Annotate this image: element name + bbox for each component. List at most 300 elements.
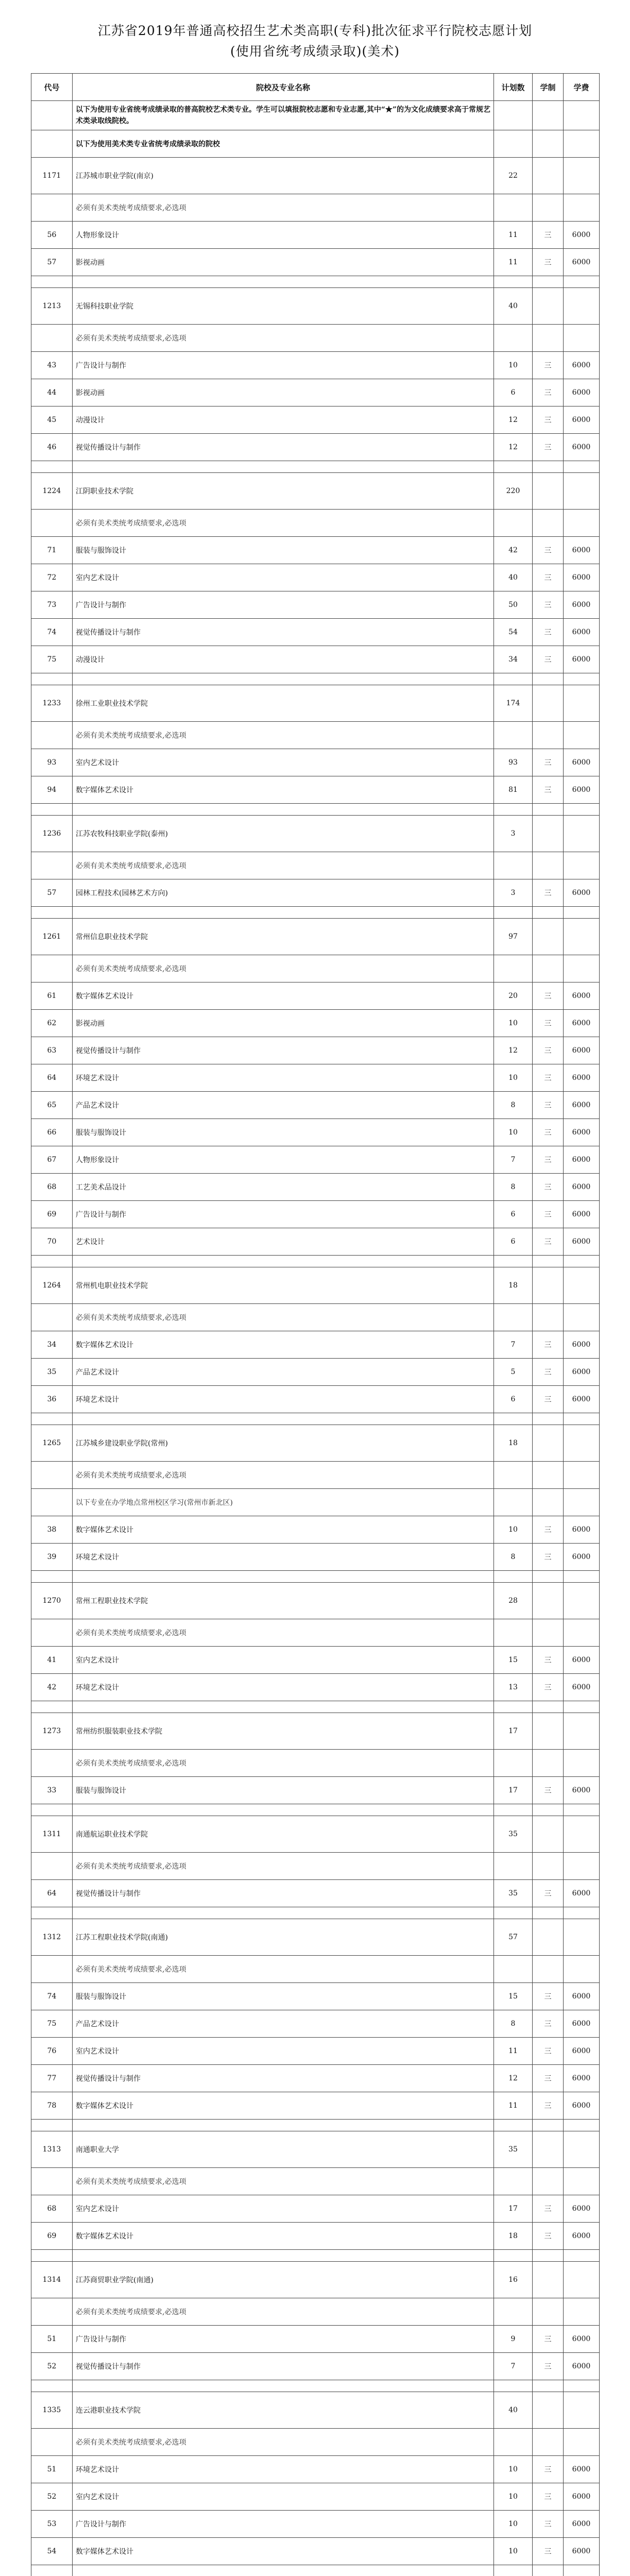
cell-length bbox=[533, 1853, 564, 1880]
cell-code bbox=[31, 2380, 73, 2392]
cell-name: 江苏农牧科技职业学院(泰州) bbox=[73, 816, 494, 852]
cell-plan: 18 bbox=[494, 1267, 533, 1304]
cell-plan bbox=[494, 722, 533, 749]
table-row bbox=[31, 1413, 600, 1425]
cell-fee: 6000 bbox=[564, 749, 600, 776]
cell-plan: 8 bbox=[494, 1544, 533, 1571]
cell-code: 34 bbox=[31, 1331, 73, 1359]
cell-code: 76 bbox=[31, 2038, 73, 2065]
cell-code: 45 bbox=[31, 406, 73, 434]
cell-name: 必须有美术类统考成绩要求,必选项 bbox=[73, 1462, 494, 1489]
table-row bbox=[31, 288, 600, 325]
cell-name bbox=[73, 907, 494, 919]
cell-name: 必须有美术类统考成绩要求,必选项 bbox=[73, 510, 494, 537]
plan-table bbox=[31, 73, 600, 2576]
cell-plan bbox=[494, 510, 533, 537]
cell-plan: 5 bbox=[494, 1359, 533, 1386]
table-row bbox=[31, 1804, 600, 1816]
cell-code: 1224 bbox=[31, 473, 73, 510]
cell-name: 环境艺术设计 bbox=[73, 1674, 494, 1701]
cell-name: 必须有美术类统考成绩要求,必选项 bbox=[73, 194, 494, 222]
cell-code bbox=[31, 955, 73, 982]
cell-code bbox=[31, 1701, 73, 1713]
cell-fee bbox=[564, 2565, 600, 2576]
cell-length: 三 bbox=[533, 1228, 564, 1256]
cell-length: 三 bbox=[533, 619, 564, 646]
cell-name: 产品艺术设计 bbox=[73, 2010, 494, 2038]
cell-length: 三 bbox=[533, 1544, 564, 1571]
cell-length: 三 bbox=[533, 2223, 564, 2250]
table-row bbox=[31, 1880, 600, 1907]
table-row bbox=[31, 2131, 600, 2168]
cell-code bbox=[31, 1413, 73, 1425]
cell-plan bbox=[494, 1619, 533, 1647]
table-row bbox=[31, 1919, 600, 1956]
cell-length: 三 bbox=[533, 776, 564, 804]
cell-plan bbox=[494, 1489, 533, 1516]
cell-code: 41 bbox=[31, 1647, 73, 1674]
table-row bbox=[31, 2380, 600, 2392]
cell-code bbox=[31, 804, 73, 816]
cell-code bbox=[31, 130, 73, 158]
cell-plan bbox=[494, 2565, 533, 2576]
cell-length bbox=[533, 2120, 564, 2131]
cell-code bbox=[31, 1804, 73, 1816]
cell-plan bbox=[494, 325, 533, 352]
cell-length: 三 bbox=[533, 406, 564, 434]
table-row bbox=[31, 804, 600, 816]
table-row bbox=[31, 2298, 600, 2326]
cell-name: 服装与服饰设计 bbox=[73, 1983, 494, 2010]
cell-plan: 16 bbox=[494, 2262, 533, 2298]
page-title: 江苏省2019年普通高校招生艺术类高职(专科)批次征求平行院校志愿计划 bbox=[97, 23, 533, 38]
cell-plan: 8 bbox=[494, 2010, 533, 2038]
cell-code: 74 bbox=[31, 619, 73, 646]
page-subtitle: (使用省统考成绩录取)(美术) bbox=[230, 44, 400, 59]
cell-code: 57 bbox=[31, 249, 73, 276]
cell-length bbox=[533, 2168, 564, 2195]
cell-plan: 10 bbox=[494, 2538, 533, 2565]
table-row bbox=[31, 1092, 600, 1119]
table-row bbox=[31, 2120, 600, 2131]
cell-name: 数字媒体艺术设计 bbox=[73, 776, 494, 804]
cell-plan: 18 bbox=[494, 1425, 533, 1462]
table-row bbox=[31, 325, 600, 352]
cell-code bbox=[31, 722, 73, 749]
cell-name: 服装与服饰设计 bbox=[73, 1777, 494, 1804]
cell-fee: 6000 bbox=[564, 1359, 600, 1386]
cell-code bbox=[31, 325, 73, 352]
table-row bbox=[31, 749, 600, 776]
cell-code: 66 bbox=[31, 1119, 73, 1146]
cell-length: 三 bbox=[533, 2483, 564, 2511]
cell-length: 三 bbox=[533, 982, 564, 1010]
cell-plan: 8 bbox=[494, 1092, 533, 1119]
cell-fee bbox=[564, 1853, 600, 1880]
cell-name: 室内艺术设计 bbox=[73, 1647, 494, 1674]
cell-code: 1265 bbox=[31, 1425, 73, 1462]
cell-plan: 28 bbox=[494, 1583, 533, 1619]
cell-plan bbox=[494, 1413, 533, 1425]
table-row bbox=[31, 1064, 600, 1092]
table-row bbox=[31, 473, 600, 510]
cell-length: 三 bbox=[533, 434, 564, 461]
table-row bbox=[31, 2223, 600, 2250]
cell-length bbox=[533, 2380, 564, 2392]
table-row bbox=[31, 130, 600, 158]
cell-name: 数字媒体艺术设计 bbox=[73, 1331, 494, 1359]
cell-name: 艺术设计 bbox=[73, 1228, 494, 1256]
cell-fee bbox=[564, 473, 600, 510]
cell-plan bbox=[494, 2298, 533, 2326]
cell-fee: 6000 bbox=[564, 1777, 600, 1804]
cell-fee bbox=[564, 158, 600, 194]
cell-code: 1335 bbox=[31, 2392, 73, 2429]
cell-code bbox=[31, 510, 73, 537]
cell-name: 必须有美术类统考成绩要求,必选项 bbox=[73, 2168, 494, 2195]
cell-plan: 10 bbox=[494, 1516, 533, 1544]
cell-fee bbox=[564, 852, 600, 879]
table-row bbox=[31, 249, 600, 276]
cell-length bbox=[533, 1804, 564, 1816]
cell-name: 连云港职业技术学院 bbox=[73, 2392, 494, 2429]
cell-name: 必须有美术类统考成绩要求,必选项 bbox=[73, 1956, 494, 1983]
cell-name: 必须有美术类统考成绩要求,必选项 bbox=[73, 1853, 494, 1880]
cell-fee bbox=[564, 194, 600, 222]
table-row bbox=[31, 1267, 600, 1304]
table-row bbox=[31, 1462, 600, 1489]
cell-plan: 10 bbox=[494, 1010, 533, 1037]
cell-code: 1273 bbox=[31, 1713, 73, 1750]
cell-length: 三 bbox=[533, 1880, 564, 1907]
cell-length: 三 bbox=[533, 1674, 564, 1701]
cell-plan: 10 bbox=[494, 2483, 533, 2511]
table-row bbox=[31, 1037, 600, 1064]
cell-plan bbox=[494, 907, 533, 919]
table-row bbox=[31, 1907, 600, 1919]
cell-fee: 6000 bbox=[564, 2223, 600, 2250]
cell-plan: 97 bbox=[494, 919, 533, 955]
cell-code: 1313 bbox=[31, 2131, 73, 2168]
table-row bbox=[31, 776, 600, 804]
cell-length bbox=[533, 1583, 564, 1619]
header-code: 代号 bbox=[31, 74, 73, 101]
cell-fee: 6000 bbox=[564, 1647, 600, 1674]
cell-fee: 6000 bbox=[564, 1146, 600, 1174]
cell-name: 江苏城市职业学院(南京) bbox=[73, 158, 494, 194]
table-row bbox=[31, 919, 600, 955]
cell-name: 常州机电职业技术学院 bbox=[73, 1267, 494, 1304]
cell-name bbox=[73, 2380, 494, 2392]
cell-length bbox=[533, 461, 564, 473]
table-row bbox=[31, 1228, 600, 1256]
cell-plan bbox=[494, 1853, 533, 1880]
cell-plan: 6 bbox=[494, 379, 533, 406]
table-row bbox=[31, 1119, 600, 1146]
table-row bbox=[31, 955, 600, 982]
cell-plan: 11 bbox=[494, 249, 533, 276]
header-fee: 学费 bbox=[564, 74, 600, 101]
cell-fee bbox=[564, 685, 600, 722]
cell-fee bbox=[564, 276, 600, 288]
cell-fee: 6000 bbox=[564, 222, 600, 249]
cell-length: 三 bbox=[533, 537, 564, 564]
table-row bbox=[31, 1146, 600, 1174]
table-row bbox=[31, 619, 600, 646]
cell-length: 三 bbox=[533, 564, 564, 591]
cell-length: 三 bbox=[533, 591, 564, 619]
table-row bbox=[31, 1304, 600, 1331]
cell-fee bbox=[564, 1956, 600, 1983]
cell-code: 1236 bbox=[31, 816, 73, 852]
cell-code: 53 bbox=[31, 2511, 73, 2538]
table-header-row bbox=[31, 74, 600, 101]
cell-plan: 12 bbox=[494, 434, 533, 461]
cell-name: 视觉传播设计与制作 bbox=[73, 619, 494, 646]
cell-length: 三 bbox=[533, 2195, 564, 2223]
cell-name: 必须有美术类统考成绩要求,必选项 bbox=[73, 955, 494, 982]
table-row bbox=[31, 1544, 600, 1571]
cell-code: 78 bbox=[31, 2092, 73, 2120]
cell-plan: 12 bbox=[494, 1037, 533, 1064]
cell-length: 三 bbox=[533, 2456, 564, 2483]
cell-plan: 54 bbox=[494, 619, 533, 646]
cell-code bbox=[31, 852, 73, 879]
table-row bbox=[31, 2565, 600, 2576]
cell-fee: 6000 bbox=[564, 2326, 600, 2353]
cell-plan bbox=[494, 1701, 533, 1713]
cell-plan bbox=[494, 276, 533, 288]
cell-length: 三 bbox=[533, 1201, 564, 1228]
cell-plan: 11 bbox=[494, 2038, 533, 2065]
cell-code: 1270 bbox=[31, 1583, 73, 1619]
cell-code: 57 bbox=[31, 879, 73, 907]
cell-length bbox=[533, 852, 564, 879]
cell-length bbox=[533, 1304, 564, 1331]
cell-plan: 17 bbox=[494, 2195, 533, 2223]
table-row bbox=[31, 194, 600, 222]
cell-length bbox=[533, 1462, 564, 1489]
table-row bbox=[31, 982, 600, 1010]
cell-plan bbox=[494, 1907, 533, 1919]
cell-length bbox=[533, 816, 564, 852]
cell-fee bbox=[564, 816, 600, 852]
cell-code: 1261 bbox=[31, 919, 73, 955]
cell-name bbox=[73, 461, 494, 473]
cell-name: 环境艺术设计 bbox=[73, 1544, 494, 1571]
cell-plan bbox=[494, 194, 533, 222]
cell-fee bbox=[564, 510, 600, 537]
cell-name: 园林工程技术(园林艺术方向) bbox=[73, 879, 494, 907]
cell-length bbox=[533, 1750, 564, 1777]
cell-length: 三 bbox=[533, 2010, 564, 2038]
table-row bbox=[31, 879, 600, 907]
cell-name bbox=[73, 804, 494, 816]
cell-length: 三 bbox=[533, 352, 564, 379]
cell-name: 视觉传播设计与制作 bbox=[73, 1880, 494, 1907]
cell-plan: 57 bbox=[494, 1919, 533, 1956]
cell-plan: 40 bbox=[494, 564, 533, 591]
table-row bbox=[31, 1713, 600, 1750]
cell-name: 影视动画 bbox=[73, 249, 494, 276]
cell-plan: 13 bbox=[494, 1674, 533, 1701]
cell-name: 室内艺术设计 bbox=[73, 2038, 494, 2065]
cell-code: 56 bbox=[31, 222, 73, 249]
cell-name bbox=[73, 2120, 494, 2131]
cell-plan bbox=[494, 852, 533, 879]
cell-fee bbox=[564, 804, 600, 816]
cell-name: 视觉传播设计与制作 bbox=[73, 434, 494, 461]
cell-name: 江阴职业技术学院 bbox=[73, 473, 494, 510]
cell-fee: 6000 bbox=[564, 2538, 600, 2565]
cell-code: 77 bbox=[31, 2065, 73, 2092]
cell-code: 67 bbox=[31, 1146, 73, 1174]
cell-name: 服装与服饰设计 bbox=[73, 537, 494, 564]
cell-fee: 6000 bbox=[564, 1037, 600, 1064]
cell-code: 65 bbox=[31, 1092, 73, 1119]
table-row bbox=[31, 1777, 600, 1804]
cell-length: 三 bbox=[533, 2353, 564, 2380]
table-row bbox=[31, 1956, 600, 1983]
cell-code: 72 bbox=[31, 564, 73, 591]
cell-name: 数字媒体艺术设计 bbox=[73, 2223, 494, 2250]
cell-code: 94 bbox=[31, 776, 73, 804]
cell-fee: 6000 bbox=[564, 2456, 600, 2483]
cell-name: 数字媒体艺术设计 bbox=[73, 2538, 494, 2565]
cell-code: 39 bbox=[31, 1544, 73, 1571]
cell-length: 三 bbox=[533, 749, 564, 776]
cell-code bbox=[31, 1750, 73, 1777]
cell-length: 三 bbox=[533, 1037, 564, 1064]
cell-fee bbox=[564, 1256, 600, 1267]
cell-name: 室内艺术设计 bbox=[73, 564, 494, 591]
cell-plan bbox=[494, 1750, 533, 1777]
cell-code bbox=[31, 101, 73, 130]
cell-code bbox=[31, 194, 73, 222]
cell-length: 三 bbox=[533, 2092, 564, 2120]
cell-plan: 6 bbox=[494, 1201, 533, 1228]
cell-code: 44 bbox=[31, 379, 73, 406]
cell-fee: 6000 bbox=[564, 564, 600, 591]
table-row bbox=[31, 352, 600, 379]
table-body bbox=[31, 101, 600, 2576]
cell-fee bbox=[564, 1619, 600, 1647]
cell-fee: 6000 bbox=[564, 982, 600, 1010]
cell-length bbox=[533, 2298, 564, 2326]
cell-name: 影视动画 bbox=[73, 1010, 494, 1037]
cell-fee bbox=[564, 907, 600, 919]
cell-plan: 10 bbox=[494, 1119, 533, 1146]
cell-name: 室内艺术设计 bbox=[73, 749, 494, 776]
cell-fee: 6000 bbox=[564, 1983, 600, 2010]
cell-code bbox=[31, 461, 73, 473]
cell-code: 70 bbox=[31, 1228, 73, 1256]
cell-fee bbox=[564, 1713, 600, 1750]
cell-code: 35 bbox=[31, 1359, 73, 1386]
cell-fee bbox=[564, 1804, 600, 1816]
cell-fee bbox=[564, 1425, 600, 1462]
cell-fee bbox=[564, 130, 600, 158]
table-row bbox=[31, 2262, 600, 2298]
table-row bbox=[31, 685, 600, 722]
cell-code: 54 bbox=[31, 2538, 73, 2565]
cell-name bbox=[73, 2565, 494, 2576]
cell-code: 46 bbox=[31, 434, 73, 461]
cell-plan: 15 bbox=[494, 1983, 533, 2010]
cell-length: 三 bbox=[533, 1331, 564, 1359]
cell-fee: 6000 bbox=[564, 1386, 600, 1413]
cell-name: 室内艺术设计 bbox=[73, 2483, 494, 2511]
cell-name: 江苏商贸职业学院(南通) bbox=[73, 2262, 494, 2298]
cell-plan: 8 bbox=[494, 1174, 533, 1201]
cell-plan: 10 bbox=[494, 352, 533, 379]
cell-fee bbox=[564, 325, 600, 352]
cell-length: 三 bbox=[533, 1146, 564, 1174]
table-row bbox=[31, 2429, 600, 2456]
cell-code bbox=[31, 673, 73, 685]
cell-name: 产品艺术设计 bbox=[73, 1359, 494, 1386]
cell-code bbox=[31, 1907, 73, 1919]
cell-length bbox=[533, 194, 564, 222]
cell-fee bbox=[564, 2298, 600, 2326]
table-row bbox=[31, 564, 600, 591]
table-row bbox=[31, 1853, 600, 1880]
cell-name: 常州工程职业技术学院 bbox=[73, 1583, 494, 1619]
cell-plan: 35 bbox=[494, 1816, 533, 1853]
cell-plan bbox=[494, 2429, 533, 2456]
cell-name: 江苏工程职业技术学院(南通) bbox=[73, 1919, 494, 1956]
cell-plan bbox=[494, 1571, 533, 1583]
cell-plan bbox=[494, 1956, 533, 1983]
cell-length bbox=[533, 276, 564, 288]
cell-fee bbox=[564, 1267, 600, 1304]
cell-name: 必须有美术类统考成绩要求,必选项 bbox=[73, 852, 494, 879]
cell-plan: 7 bbox=[494, 2353, 533, 2380]
cell-name: 必须有美术类统考成绩要求,必选项 bbox=[73, 1619, 494, 1647]
cell-plan: 35 bbox=[494, 1880, 533, 1907]
cell-plan bbox=[494, 461, 533, 473]
cell-name bbox=[73, 673, 494, 685]
cell-fee bbox=[564, 2429, 600, 2456]
table-row bbox=[31, 434, 600, 461]
cell-name: 环境艺术设计 bbox=[73, 2456, 494, 2483]
cell-name: 必须有美术类统考成绩要求,必选项 bbox=[73, 2429, 494, 2456]
cell-length bbox=[533, 722, 564, 749]
table-row bbox=[31, 1983, 600, 2010]
cell-name: 环境艺术设计 bbox=[73, 1386, 494, 1413]
cell-code bbox=[31, 2120, 73, 2131]
cell-plan: 6 bbox=[494, 1386, 533, 1413]
cell-name: 工艺美术品设计 bbox=[73, 1174, 494, 1201]
header-length: 学制 bbox=[533, 74, 564, 101]
cell-fee: 6000 bbox=[564, 1010, 600, 1037]
cell-fee bbox=[564, 2131, 600, 2168]
cell-plan: 18 bbox=[494, 2223, 533, 2250]
table-row bbox=[31, 2168, 600, 2195]
cell-fee bbox=[564, 1919, 600, 1956]
cell-plan: 10 bbox=[494, 2511, 533, 2538]
table-row bbox=[31, 1516, 600, 1544]
cell-code: 1213 bbox=[31, 288, 73, 325]
cell-code: 75 bbox=[31, 646, 73, 673]
cell-fee bbox=[564, 2168, 600, 2195]
cell-fee bbox=[564, 2262, 600, 2298]
cell-length bbox=[533, 2131, 564, 2168]
cell-name: 必须有美术类统考成绩要求,必选项 bbox=[73, 1750, 494, 1777]
cell-length: 三 bbox=[533, 2511, 564, 2538]
cell-code: 1171 bbox=[31, 158, 73, 194]
cell-plan bbox=[494, 101, 533, 130]
